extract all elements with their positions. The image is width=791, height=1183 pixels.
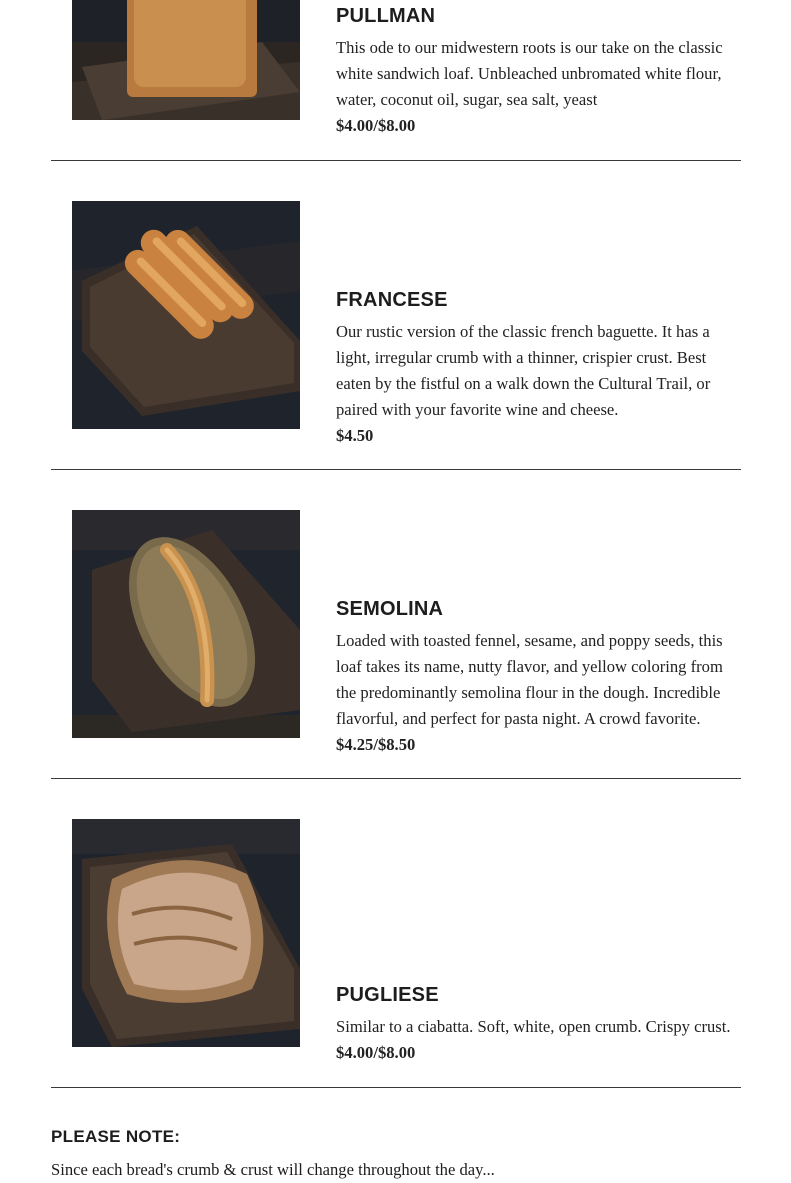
- divider: [51, 469, 741, 470]
- bread-description: [336, 319, 736, 449]
- semolina-loaf-photo: [72, 510, 300, 738]
- bread-description: [336, 628, 736, 758]
- description-text: Similar to a ciabatta. Soft, white, open crumb. Crispy crust.: [336, 1017, 731, 1036]
- bread-price: $4.00/$8.00: [336, 116, 416, 135]
- divider: [51, 778, 741, 779]
- bread-name: FRANCESE: [336, 289, 448, 311]
- bread-name: PULLMAN: [336, 5, 436, 27]
- pullman-image: [72, 0, 300, 120]
- pugliese-image: [72, 819, 300, 1047]
- bread-price: $4.50: [336, 426, 374, 445]
- divider: [51, 160, 741, 161]
- pullman-loaf-photo: [72, 0, 300, 120]
- description-text: This ode to our midwestern roots is our take on the classic white sandwich loaf. Unbleached unbromated white flour, water, coconut oil, sugar, sea salt, yeast: [336, 38, 723, 109]
- description-text: Our rustic version of the classic french baguette. It has a light, irregular crumb with a thinner, crispier crust. Best eaten by the fistful on a walk down the Cultural Trail, or paired with your favorite wine and cheese.: [336, 322, 711, 419]
- francese-baguettes-photo: [72, 201, 300, 429]
- bread-name: PUGLIESE: [336, 984, 439, 1006]
- description-text: Loaded with toasted fennel, sesame, and poppy seeds, this loaf takes its name, nutty flavor, and yellow coloring from the predominantly semolina flour in the dough. Incredible flavorful, and perfect for pasta night. A crowd favorite.: [336, 631, 723, 728]
- bread-description: [336, 1014, 736, 1066]
- bread-price: $4.25/$8.50: [336, 735, 416, 754]
- semolina-image: [72, 510, 300, 738]
- bread-price: $4.00/$8.00: [336, 1043, 416, 1062]
- note-body: Since each bread's crumb & crust will change throughout the day...: [51, 1160, 495, 1179]
- bread-description: [336, 35, 736, 139]
- francese-image: [72, 201, 300, 429]
- pugliese-loaf-photo: [72, 819, 300, 1047]
- bread-name: SEMOLINA: [336, 598, 444, 620]
- note-heading: PLEASE NOTE:: [51, 1127, 181, 1146]
- divider: [51, 1087, 741, 1088]
